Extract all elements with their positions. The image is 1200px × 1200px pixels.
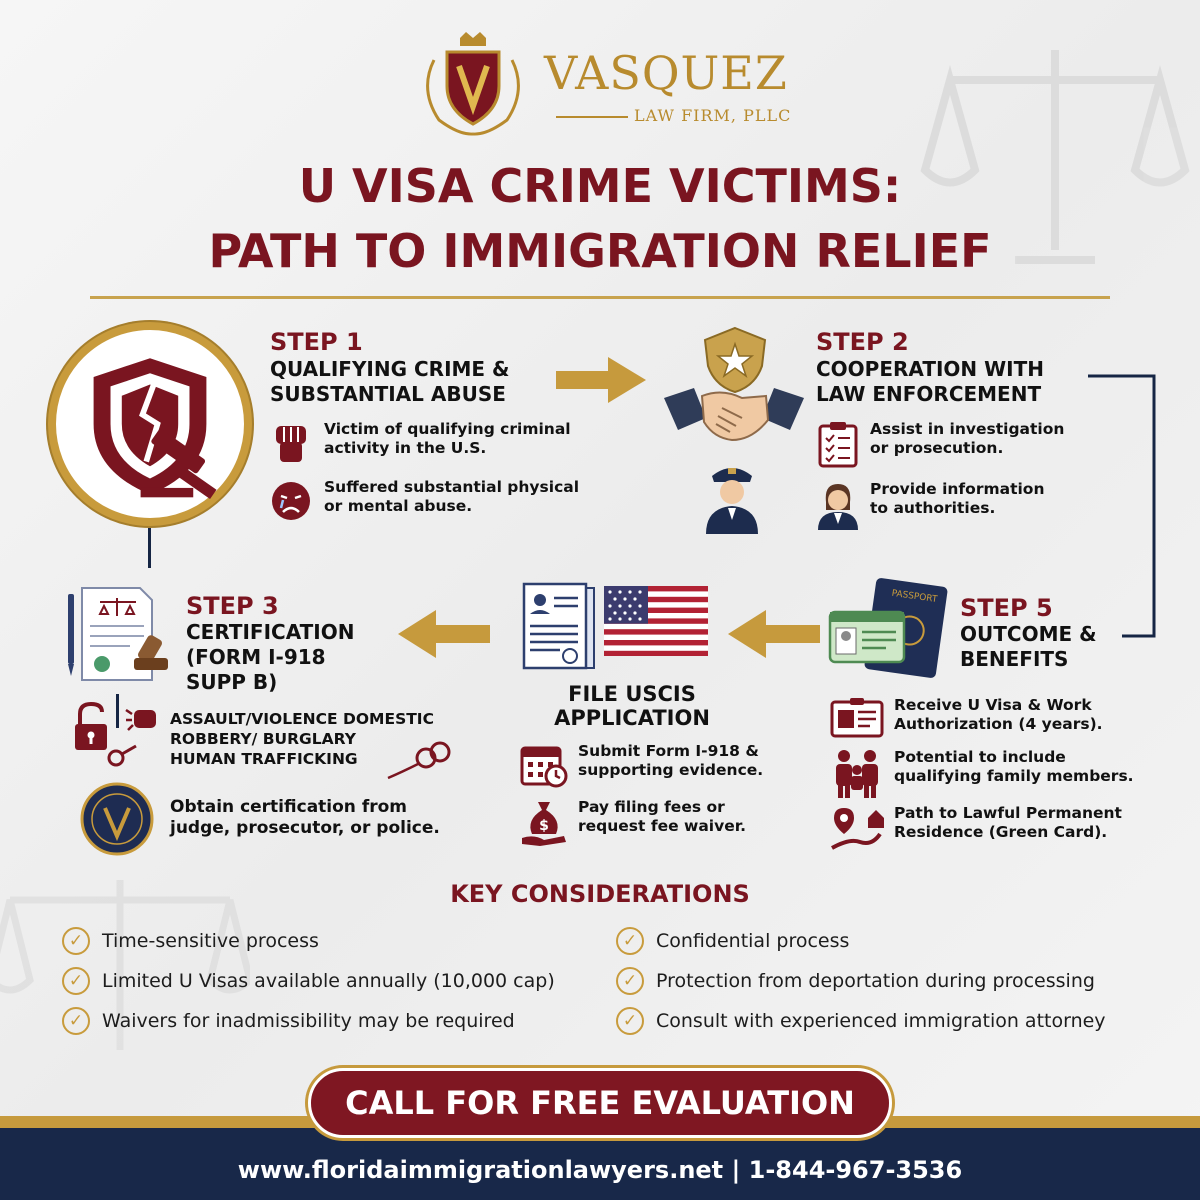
passport-green-card-icon (826, 578, 952, 678)
arrow-right-icon (556, 355, 648, 405)
step5-title-line1: OUTCOME & (960, 622, 1097, 646)
consideration-text: Consult with experienced immigration attorney (656, 1010, 1106, 1032)
consideration-text: Limited U Visas available annually (10,000 cap) (102, 970, 555, 992)
brand-subtitle: LAW FIRM, PLLC (634, 106, 792, 125)
consideration-text: Waivers for inadmissibility may be required (102, 1010, 515, 1032)
step3-title-line2: (FORM I-918 (186, 645, 326, 669)
step4-item-2-line1: Pay filing fees or (578, 798, 725, 816)
step3-cert-line1: Obtain certification from (170, 797, 407, 817)
step5-item-1 (830, 696, 1103, 740)
step5-item-1-line2: Authorization (4 years). (894, 715, 1103, 733)
money-bag-icon (520, 798, 568, 846)
considerations-left-list (62, 928, 555, 1034)
step1-item-1-line2: activity in the U.S. (324, 439, 487, 457)
step3-crimes-line3: HUMAN TRAFFICKING (170, 750, 358, 768)
official-seal-icon (80, 782, 154, 856)
step2-title-line2: LAW ENFORCEMENT (816, 382, 1042, 406)
step3-title-line1: CERTIFICATION (186, 620, 355, 644)
contact-info-link[interactable]: www.floridaimmigrationlawyers.net | 1-844-967-3536 (237, 1156, 963, 1184)
step1-emblem (48, 322, 252, 526)
page-title-line1: U VISA CRIME VICTIMS: (298, 159, 902, 213)
consideration-text: Time-sensitive process (102, 930, 319, 952)
police-officer-icon (700, 460, 764, 534)
step2-number: STEP 2 (816, 328, 909, 356)
step5-item-2-line1: Potential to include (894, 748, 1066, 766)
step4-title-line1: FILE USCIS (568, 682, 696, 706)
key-considerations-title: KEY CONSIDERATIONS (450, 880, 750, 908)
step5-item-3 (830, 804, 1122, 850)
path-home-icon (830, 804, 884, 850)
punch-icon (124, 700, 162, 738)
step1-title-line2: SUBSTANTIAL ABUSE (270, 382, 506, 406)
connector-line-step1-step3 (148, 528, 151, 568)
consideration-item (62, 928, 555, 954)
family-icon (830, 748, 884, 798)
step2-item-2-line2: to authorities. (870, 499, 996, 517)
calendar-icon (520, 742, 568, 788)
considerations-right-list (616, 928, 1106, 1034)
step1-item-1-line1: Victim of qualifying criminal (324, 420, 571, 438)
step5-number: STEP 5 (960, 594, 1053, 622)
consideration-item (616, 1008, 1106, 1034)
person-icon (816, 480, 860, 530)
us-flag-icon (604, 586, 708, 656)
step2-item-1-line1: Assist in investigation (870, 420, 1065, 438)
step2-item-1-line2: or prosecution. (870, 439, 1004, 457)
step1-item-2-line1: Suffered substantial physical (324, 478, 580, 496)
broken-shield-gavel-icon (56, 330, 244, 518)
chain-handcuffs-icon (384, 738, 456, 782)
check-circle-icon: ✓ (62, 927, 90, 955)
step1-item-2-line2: or mental abuse. (324, 497, 473, 515)
step1-title-line1: QUALIFYING CRIME & (270, 357, 510, 381)
step4-item-2 (520, 798, 746, 846)
connector-line-step2-step5 (1086, 372, 1158, 640)
check-circle-icon: ✓ (62, 1007, 90, 1035)
fist-icon (268, 420, 314, 466)
step5-title-line2: BENEFITS (960, 647, 1069, 671)
crying-face-icon (268, 478, 314, 524)
step3-crimes-line1: ASSAULT/VIOLENCE DOMESTIC (170, 710, 434, 728)
arrow-left-icon (396, 608, 490, 660)
broken-lock-icon (72, 702, 110, 752)
step3-crimes-line2: ROBBERY/ BURGLARY (170, 730, 356, 748)
title-divider (90, 296, 1110, 299)
certificate-document-icon (60, 584, 180, 684)
page-title-line2: PATH TO IMMIGRATION RELIEF (208, 224, 992, 278)
passport-label: PASSPORT (890, 588, 938, 606)
step4-item-1 (520, 742, 763, 788)
free-evaluation-button[interactable]: CALL FOR FREE EVALUATION (308, 1068, 892, 1138)
arrow-left-icon (726, 608, 820, 660)
step5-item-2 (830, 748, 1134, 798)
law-firm-crest-icon (414, 30, 532, 140)
step5-item-1-line1: Receive U Visa & Work (894, 696, 1092, 714)
consideration-item (616, 968, 1106, 994)
step5-item-3-line1: Path to Lawful Permanent (894, 804, 1122, 822)
check-circle-icon: ✓ (62, 967, 90, 995)
step1-item-2 (268, 478, 579, 524)
consideration-item (62, 1008, 555, 1034)
application-documents-icon (520, 582, 600, 674)
brand-name: VASQUEZ (544, 46, 788, 100)
step4-title-line2: APPLICATION (554, 706, 710, 730)
step1-item-1 (268, 420, 571, 466)
consideration-item (616, 928, 1106, 954)
id-card-icon (830, 696, 884, 740)
step5-item-2-line2: qualifying family members. (894, 767, 1134, 785)
step2-item-2-line1: Provide information (870, 480, 1045, 498)
check-circle-icon: ✓ (616, 967, 644, 995)
step2-item-2 (816, 480, 1044, 530)
step4-item-1-line2: supporting evidence. (578, 761, 764, 779)
handcuffs-small-icon (106, 740, 146, 770)
step3-title-line3: SUPP B) (186, 670, 278, 694)
handshake-icon (662, 378, 806, 448)
consideration-text: Protection from deportation during processing (656, 970, 1095, 992)
step1-number: STEP 1 (270, 328, 363, 356)
step5-item-3-line2: Residence (Green Card). (894, 823, 1108, 841)
svg-text:$: $ (539, 818, 549, 834)
step2-title-line1: COOPERATION WITH (816, 357, 1044, 381)
step4-item-2-line2: request fee waiver. (578, 817, 747, 835)
step2-item-1 (816, 420, 1064, 468)
check-circle-icon: ✓ (616, 927, 644, 955)
clipboard-icon (816, 420, 860, 468)
consideration-item (62, 968, 555, 994)
step4-item-1-line1: Submit Form I-918 & (578, 742, 759, 760)
consideration-text: Confidential process (656, 930, 850, 952)
check-circle-icon: ✓ (616, 1007, 644, 1035)
step3-number: STEP 3 (186, 592, 279, 620)
crime-divider (116, 694, 119, 728)
step3-cert-line2: judge, prosecutor, or police. (170, 818, 440, 838)
brand-divider (556, 116, 628, 118)
